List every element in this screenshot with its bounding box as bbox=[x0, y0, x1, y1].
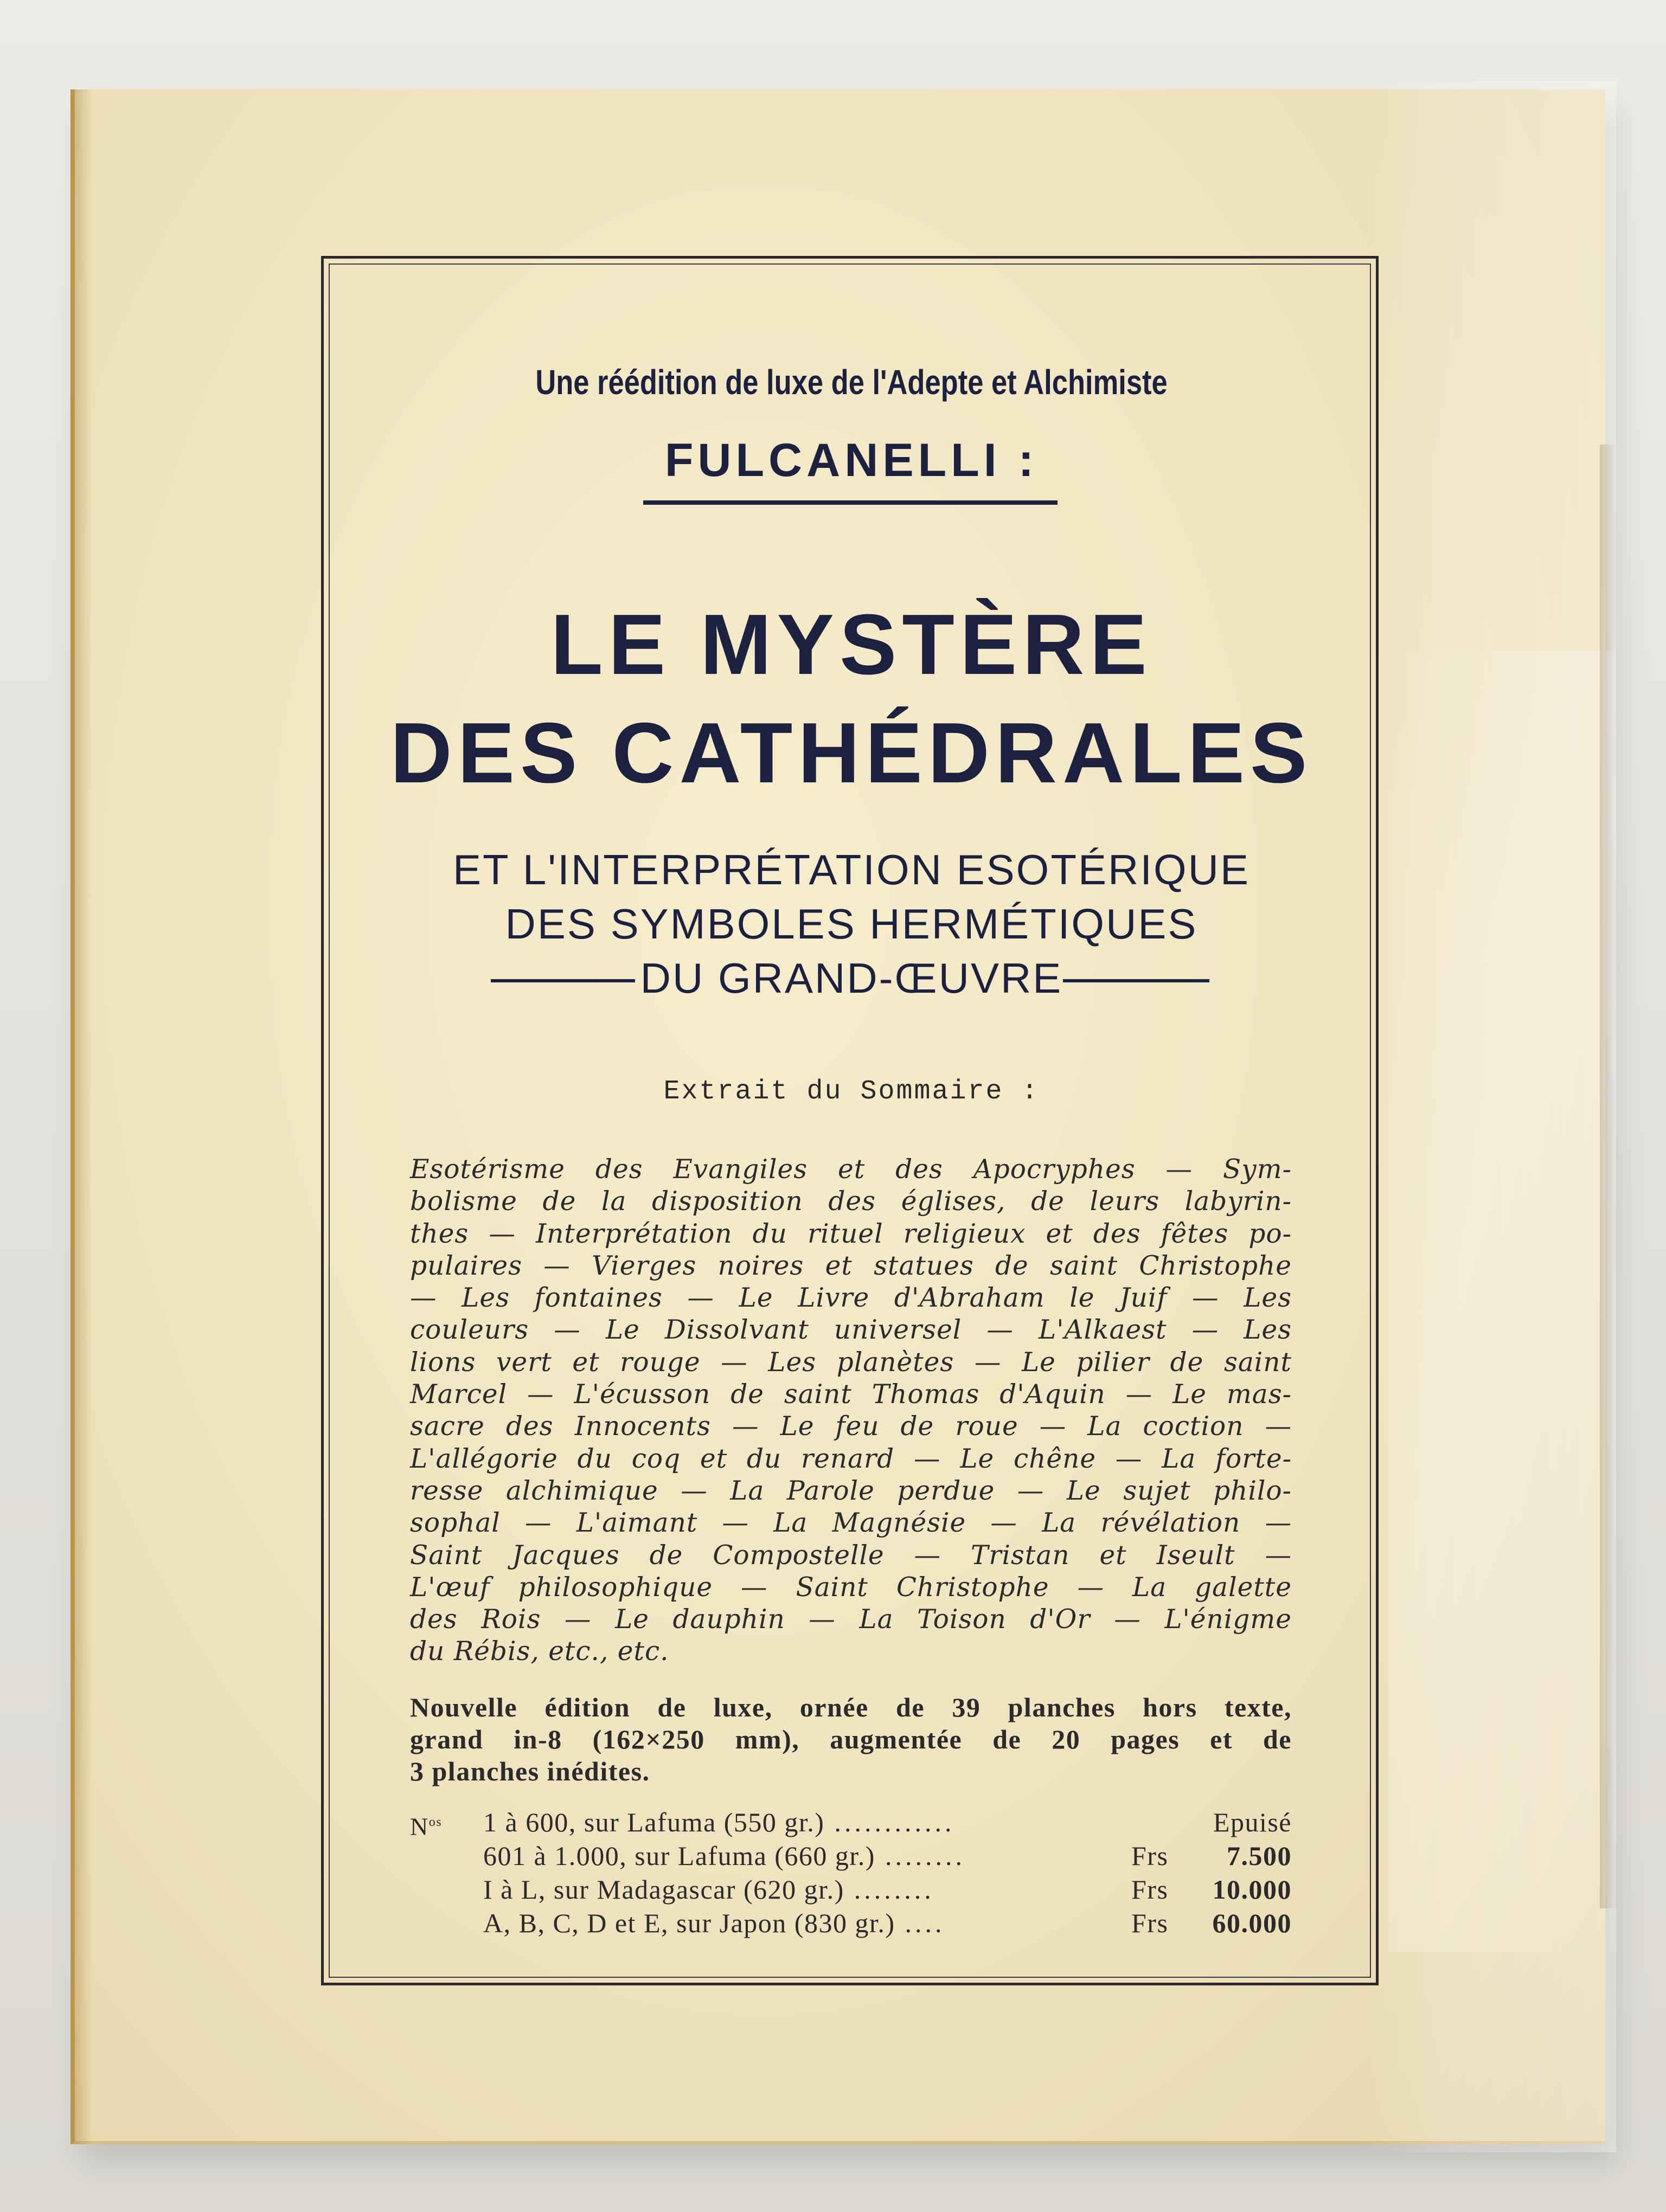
subtitle: Une réédition de luxe de l'Adepte et Alchimiste bbox=[535, 363, 1168, 402]
summary-line: bolisme de la disposition des églises, de leurs labyrin- bbox=[410, 1186, 1292, 1217]
summary-line: L'œuf philosophique — Saint Christophe — La galette bbox=[410, 1572, 1292, 1603]
price-description: 1 à 600, sur Lafuma (550 gr.) ............ bbox=[483, 1807, 955, 1837]
edition-line: grand in-8 (162×250 mm), augmentée de 20 pages et de bbox=[410, 1724, 1292, 1754]
summary-line: du Rébis, etc., etc. bbox=[410, 1636, 669, 1667]
price-row bbox=[410, 1873, 1292, 1906]
summary-line: pulaires — Vierges noires et statues de saint Christophe bbox=[410, 1250, 1292, 1281]
summary-line: sacre des Innocents — Le feu de roue — La coction — bbox=[410, 1411, 1292, 1442]
summary-line: Marcel — L'écusson de saint Thomas d'Aquin — Le mas- bbox=[410, 1379, 1292, 1410]
price-amount: 10.000 bbox=[1212, 1874, 1292, 1905]
price-amount: 60.000 bbox=[1212, 1908, 1292, 1938]
author-name: FULCANELLI : bbox=[664, 434, 1039, 486]
book-title-line2: DES CATHÉDRALES bbox=[390, 705, 1313, 801]
tagline-line3: DU GRAND-ŒUVRE bbox=[640, 954, 1063, 1002]
summary-line: thes — Interprétation du rituel religieux et des fêtes po- bbox=[410, 1218, 1292, 1249]
summary-line: sophal — L'aimant — La Magnésie — La révélation — bbox=[410, 1508, 1292, 1539]
author-underline bbox=[643, 500, 1058, 505]
price-row bbox=[410, 1906, 1292, 1940]
book-title-line1: LE MYSTÈRE bbox=[550, 597, 1152, 692]
numero-label: $N^{os}$ bbox=[410, 1812, 443, 1841]
tagline-line1: ET L'INTERPRÉTATION ESOTÉRIQUE bbox=[452, 846, 1251, 893]
price-description: I à L, sur Madagascar (620 gr.) ........ bbox=[483, 1874, 934, 1905]
summary-line: L'allégorie du coq et du renard — Le chêne — La forte- bbox=[410, 1443, 1292, 1474]
price-description: 601 à 1.000, sur Lafuma (660 gr.) ........ bbox=[483, 1841, 965, 1871]
edition-line: Nouvelle édition de luxe, ornée de 39 planches hors texte, bbox=[410, 1692, 1292, 1722]
tagline-line2: DES SYMBOLES HERMÉTIQUES bbox=[505, 900, 1198, 948]
summary-line: des Rois — Le dauphin — La Toison d'Or — L'énigme bbox=[410, 1604, 1292, 1635]
summary-heading: Extrait du Sommaire : bbox=[663, 1076, 1040, 1107]
tape-reflection bbox=[1388, 651, 1616, 1952]
price-currency: Frs bbox=[1131, 1874, 1169, 1905]
price-currency: Frs bbox=[1131, 1908, 1169, 1938]
summary-line: couleurs — Le Dissolvant universel — L'Alkaest — Les bbox=[410, 1315, 1292, 1346]
summary-text bbox=[410, 1154, 1292, 1668]
price-amount: 7.500 bbox=[1227, 1841, 1292, 1871]
price-description: A, B, C, D et E, sur Japon (830 gr.) .... bbox=[483, 1908, 945, 1938]
price-row bbox=[410, 1805, 1292, 1839]
edition-line: 3 planches inédites. bbox=[410, 1756, 650, 1786]
fold-mark bbox=[1600, 445, 1616, 1908]
price-amount: Epuisé bbox=[1213, 1807, 1292, 1837]
edition-description bbox=[410, 1692, 1292, 1787]
spine-stain bbox=[71, 89, 92, 2144]
price-currency: Frs bbox=[1131, 1841, 1169, 1871]
tagline-rule-right bbox=[1063, 979, 1209, 982]
summary-line: resse alchimique — La Parole perdue — Le sujet philo- bbox=[410, 1475, 1292, 1506]
price-list bbox=[410, 1805, 1292, 1940]
summary-line: Saint Jacques de Compostelle — Tristan et Iseult — bbox=[410, 1540, 1292, 1571]
tagline-rule-left bbox=[491, 979, 635, 982]
summary-line: — Les fontaines — Le Livre d'Abraham le Juif — Les bbox=[410, 1283, 1292, 1314]
summary-line: Esotérisme des Evangiles et des Apocryphes — Sym- bbox=[410, 1154, 1292, 1185]
summary-line: lions vert et rouge — Les planètes — Le pilier de saint bbox=[410, 1347, 1292, 1378]
price-row bbox=[410, 1839, 1292, 1873]
